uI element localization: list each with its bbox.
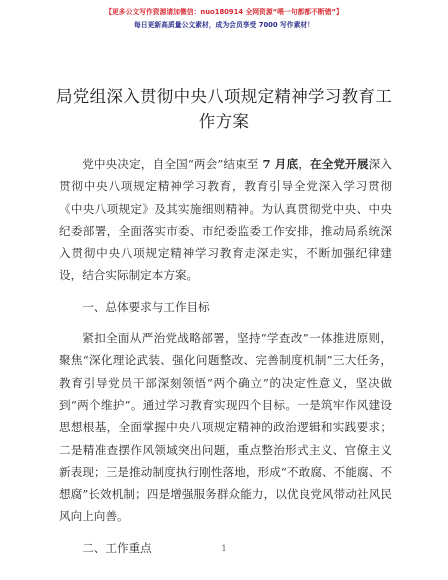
- text-run: ，: [298, 157, 310, 171]
- document-body: [59, 153, 392, 559]
- promo-line-2: 每日更新高质量公文素材，成为会员享受 7000 写作素材！: [134, 21, 314, 29]
- paragraph-requirements: 紧扣全面从严治党战略部署，坚持“学查改”一体推进原则，聚焦“深化理论武装、强化问题整改、完善制度机制”三大任务，教育引导党员干部深刻领悟“两个确立”的决定性意义，坚决做到“两个维护”。通过学习教育实现四个目标。一是筑牢作风建设思想根基，全面掌握中央八项规定精神的政治逻辑和实践要求；二是精准查摆作风领域突出问题，重点整治形式主义、官僚主义新表现；三是推动制度执行刚性落地，形成“不敢腐、不能腐、不想腐”长效机制；四是增强服务群众能力，以优良党风带动社风民风向上向善。: [59, 331, 392, 524]
- document-title: 局党组深入贯彻中央八项规定精神学习教育工作方案: [56, 87, 392, 131]
- page-number: 1: [221, 544, 227, 553]
- promo-banner: [0, 6, 448, 32]
- text-run-bold: 在全党开展: [309, 157, 369, 171]
- section-heading-1: 一、总体要求与工作目标: [82, 299, 210, 314]
- text-run: 深入贯彻中央八项规定精神学习教育，教育引导全党深入学习贯彻《中央八项规定》及其实施细则精神。为认真贯彻党中央、中央纪委部署，全面落实市委、市纪委监委工作安排，推动局系统深入贯彻中央八项规定精神学习教育走深走实，不断加强纪律建设，结合实际制定本方案。: [59, 157, 392, 283]
- text-run: 党中央决定，自全国“两会”结束至: [82, 157, 263, 171]
- promo-line-1: 【更多公文写作资源请加微信：nuo180914 全网资源“喂一句都都不断错”】: [105, 8, 343, 16]
- section-heading-2: 二、工作重点: [82, 540, 152, 555]
- paragraph-intro: [59, 153, 392, 287]
- text-run-bold: 7 月底: [262, 157, 299, 171]
